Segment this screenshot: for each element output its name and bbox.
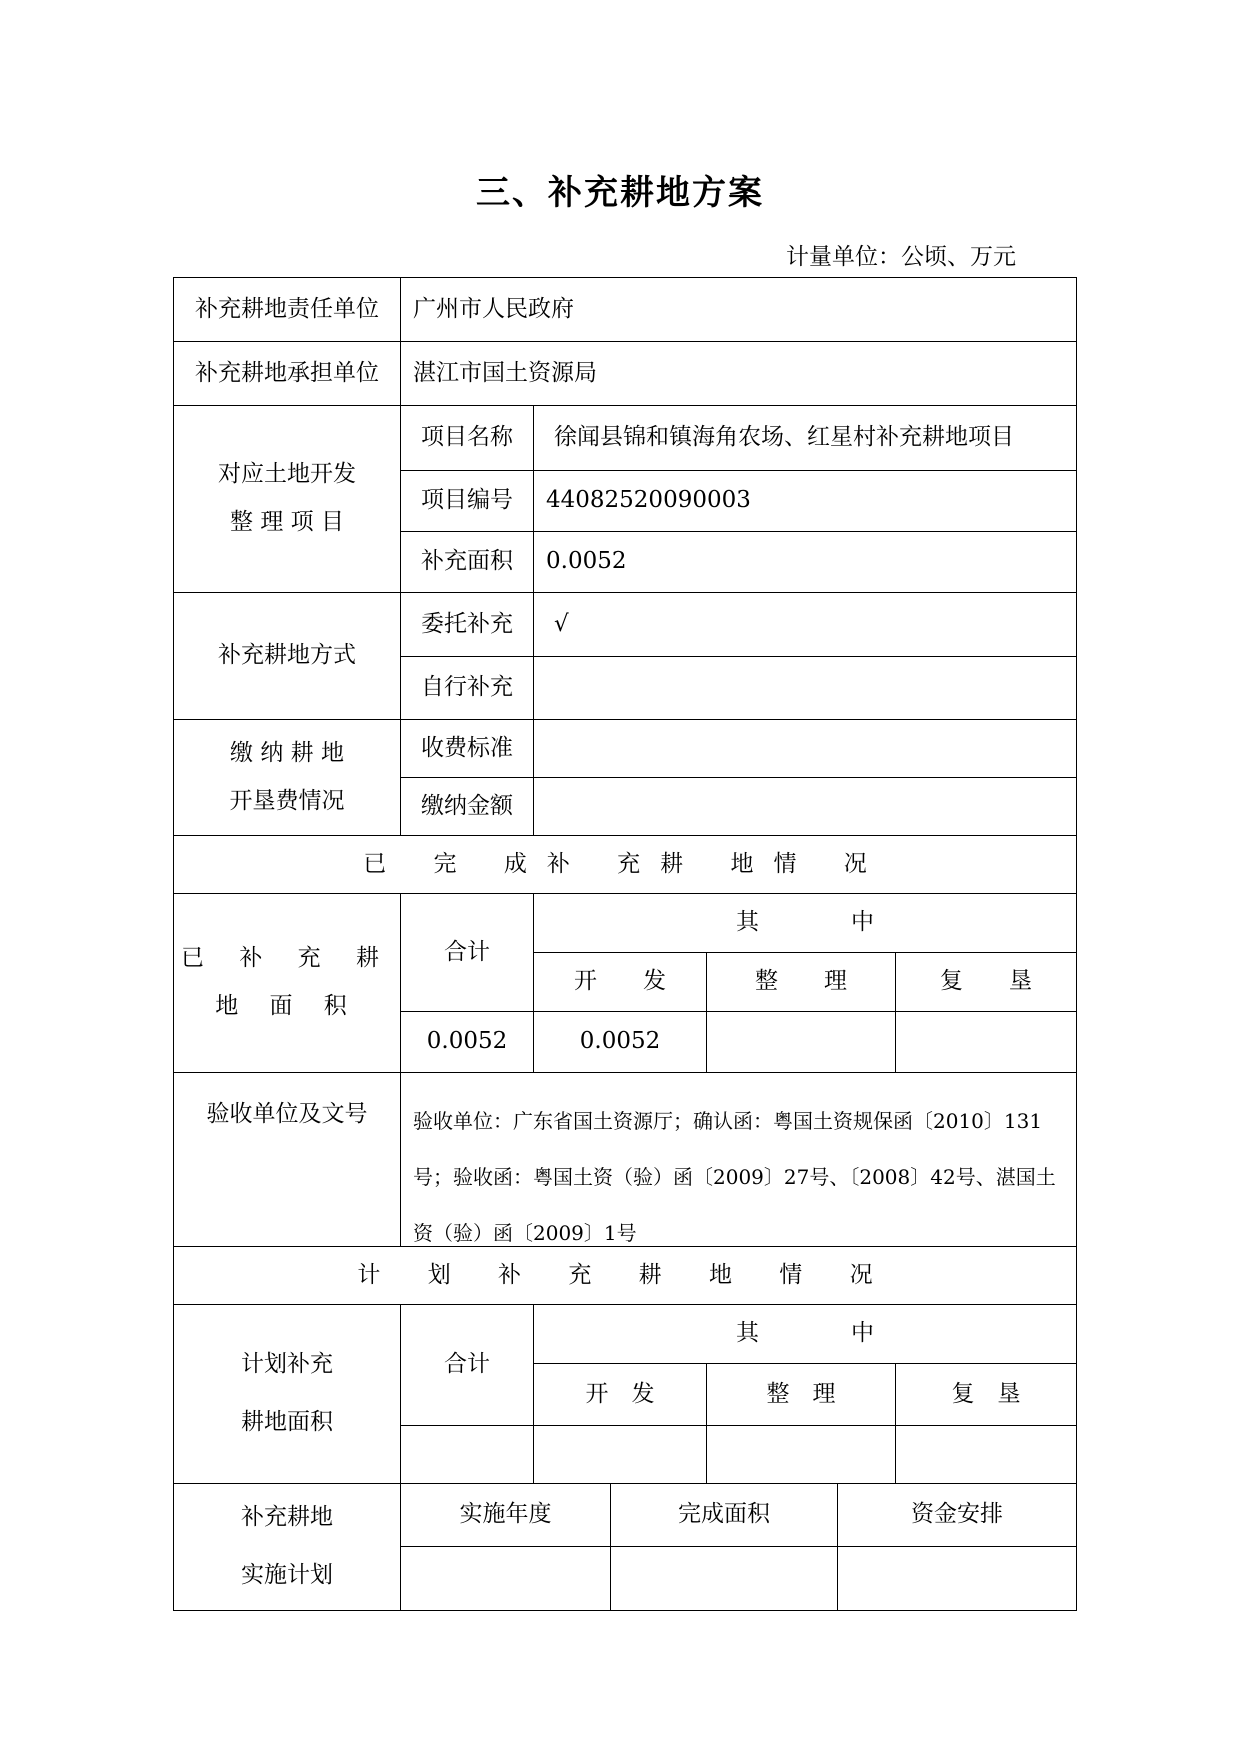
acceptance-label: 验收单位及文号: [173, 1072, 401, 1247]
self-supplement-label: 自行补充: [400, 656, 534, 720]
planned-arrangement-value: [706, 1425, 896, 1484]
implementation-area-value: [610, 1546, 838, 1611]
entrust-label: 委托补充: [400, 592, 534, 657]
completed-area-group-label: [173, 893, 401, 1073]
supplement-area-label: 补充面积: [400, 531, 534, 593]
planned-group-line2: 耕地面积: [241, 1409, 333, 1435]
planned-of-which-header: 其 中: [533, 1304, 1077, 1364]
completed-reclamation-value: [895, 1011, 1077, 1073]
planned-group-line1: 计划补充: [241, 1351, 333, 1378]
undertaking-unit-value: 湛江市国土资源局: [400, 341, 1077, 406]
planned-area-group-label: [173, 1304, 401, 1484]
planned-section-title: 计 划 补 充 耕 地 情 况: [173, 1246, 1077, 1305]
planned-development-label: 开 发: [533, 1363, 707, 1426]
fee-group-label: [173, 719, 401, 836]
project-name-value: 徐闻县锦和镇海角农场、红星村补充耕地项目: [533, 405, 1077, 471]
project-number-value: 44082520090003: [533, 470, 1077, 532]
fee-amount-value: [533, 777, 1077, 836]
planned-arrangement-label: 整 理: [706, 1363, 896, 1426]
fee-group-line1: 缴 纳 耕 地: [230, 739, 344, 766]
project-name-label: 项目名称: [400, 405, 534, 471]
unit-note: 计量单位：公顷、万元: [786, 244, 1016, 270]
entrust-value: √: [533, 592, 1077, 657]
project-group-label: [173, 405, 401, 593]
completed-arrangement-label: 整 理: [706, 952, 896, 1012]
self-supplement-value: [533, 656, 1077, 720]
planned-development-value: [533, 1425, 707, 1484]
fee-standard-label: 收费标准: [400, 719, 534, 778]
completed-section-title: 已 完 成补 充耕 地情 况: [173, 835, 1077, 894]
project-group-line2: 整 理 项 目: [230, 509, 344, 535]
implementation-year-value: [400, 1546, 611, 1611]
planned-total-label: 合计: [400, 1304, 534, 1426]
planned-reclamation-value: [895, 1425, 1077, 1484]
completed-development-value: 0.0052: [533, 1011, 707, 1073]
completed-arrangement-value: [706, 1011, 896, 1073]
completed-group-line2: 地 面 积: [215, 993, 359, 1019]
completed-total-value: 0.0052: [400, 1011, 534, 1073]
page-title: 三、补充耕地方案: [476, 173, 764, 213]
completed-total-label: 合计: [400, 893, 534, 1012]
fee-group-line2: 开垦费情况: [229, 787, 345, 814]
planned-total-value: [400, 1425, 534, 1484]
project-group-line1: 对应土地开发: [218, 461, 356, 488]
supplement-area-value: 0.0052: [533, 531, 1077, 593]
implementation-group-label: [173, 1483, 401, 1611]
completed-of-which-header: 其 中: [533, 893, 1077, 953]
completed-group-line1: 已 补 充 耕: [181, 945, 393, 972]
responsible-unit-label: 补充耕地责任单位: [173, 277, 401, 342]
completed-development-label: 开 发: [533, 952, 707, 1012]
acceptance-text: 验收单位：广东省国土资源厅；确认函：粤国土资规保函〔2010〕131号；验收函：粤国土资（验）函〔2009〕27号、〔2008〕42号、湛国土资（验）函〔2009〕1号: [400, 1072, 1077, 1247]
implementation-group-line1: 补充耕地: [241, 1504, 333, 1531]
project-number-label: 项目编号: [400, 470, 534, 532]
method-group-label: 补充耕地方式: [173, 592, 401, 720]
implementation-group-line2: 实施计划: [241, 1562, 333, 1588]
fee-standard-value: [533, 719, 1077, 778]
planned-reclamation-label: 复 垦: [895, 1363, 1077, 1426]
implementation-fund-label: 资金安排: [837, 1483, 1077, 1547]
implementation-year-label: 实施年度: [400, 1483, 611, 1547]
implementation-area-label: 完成面积: [610, 1483, 838, 1547]
implementation-fund-value: [837, 1546, 1077, 1611]
undertaking-unit-label: 补充耕地承担单位: [173, 341, 401, 406]
fee-amount-label: 缴纳金额: [400, 777, 534, 836]
responsible-unit-value: 广州市人民政府: [400, 277, 1077, 342]
completed-reclamation-label: 复 垦: [895, 952, 1077, 1012]
